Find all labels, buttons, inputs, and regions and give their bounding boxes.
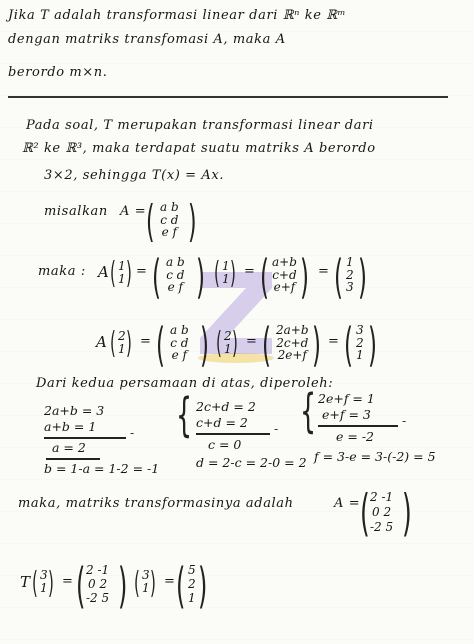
calc-vector-2 (142, 569, 150, 594)
paren-left: ( (110, 256, 116, 291)
equals-sign: = (140, 334, 152, 349)
matrix-row: e f (171, 348, 187, 362)
vector-entry: 1 (224, 341, 232, 356)
answer-entry: 2 (356, 335, 364, 350)
paren-right: ) (196, 250, 205, 304)
para-line-1: Pada soal, T merupakan transformasi linear dari (26, 118, 374, 133)
vector-entry: 1 (118, 271, 126, 286)
sys3-subtract-line (318, 425, 398, 427)
matrix-row: a b (170, 323, 189, 337)
sys1-subtract-line (44, 437, 126, 439)
matrix-row: 2 -1 (370, 490, 394, 504)
derived-heading: Dari kedua persamaan di atas, diperoleh: (36, 376, 334, 391)
matrix-row: 0 2 (372, 505, 392, 519)
sys2-result-c: c = 0 (208, 437, 242, 452)
eq2-matrix (170, 324, 189, 362)
equals-sign: = (164, 574, 176, 589)
vector-entry: 1 (222, 271, 230, 286)
answer-entry: 1 (346, 255, 354, 269)
eq1-answer (346, 256, 354, 294)
eq2-vector (118, 330, 126, 355)
para-line-2: ℝ² ke ℝ³, maka terdapat suatu matriks A berordo (22, 141, 376, 156)
eq2-A: A (96, 333, 108, 351)
eq1-A: A (98, 263, 110, 281)
vector-entry: 1 (222, 259, 230, 273)
sys2-result-d: d = 2-c = 2-0 = 2 (196, 455, 307, 470)
paren-right: ) (232, 326, 238, 361)
matrix-row: 2 -1 (86, 563, 110, 577)
answer-entry: 3 (356, 323, 364, 337)
final-matrix-A (370, 490, 393, 535)
paren-right: ) (118, 558, 128, 614)
paren-left: ( (76, 558, 86, 614)
matrix-row: e f (161, 225, 177, 239)
vector-entry: 1 (40, 580, 48, 595)
paren-right: ) (198, 558, 208, 614)
result-entry: e+f (273, 280, 296, 294)
vector-entry: 1 (118, 259, 126, 273)
result-entry: a+b (272, 255, 297, 269)
calc-T: T (20, 573, 31, 591)
para-line-3: 3×2, sehingga T(x) = Ax. (44, 168, 225, 183)
equals-sign: = (244, 264, 256, 279)
vector-entry: 2 (118, 329, 126, 343)
paren-left: ( (214, 256, 220, 291)
paren-left: ( (334, 250, 343, 304)
final-text: maka, matriks transformasinya adalah (18, 496, 294, 511)
maka-label: maka : (38, 264, 86, 279)
paren-left: ( (360, 484, 370, 542)
vector-entry: 1 (118, 341, 126, 356)
result-entry: c+d (272, 267, 297, 282)
section-divider (8, 96, 448, 98)
equals-sign: = (318, 264, 330, 279)
result-entry: 2c+d (276, 335, 309, 350)
answer-entry: 3 (346, 280, 354, 294)
paren-right: ) (188, 196, 197, 247)
paren-left: ( (216, 326, 222, 361)
paren-left: ( (146, 196, 155, 247)
sys2-eq2: c+d = 2 (196, 415, 248, 430)
matrix-row: a b (160, 200, 179, 214)
paren-right: ) (126, 256, 132, 291)
equals-sign: = (246, 334, 258, 349)
paren-left: ( (110, 326, 116, 361)
matrix-row: a b (166, 255, 185, 269)
sys1-eq1: 2a+b = 3 (44, 403, 105, 418)
paren-left: ( (344, 318, 353, 372)
eq1-vector-2 (222, 260, 230, 285)
sys2-minus: - (274, 421, 279, 436)
paren-left: ( (134, 566, 140, 601)
sys3-eq1: 2e+f = 1 (318, 391, 375, 406)
equals-sign: = (328, 334, 340, 349)
result-entry: 5 (188, 563, 196, 577)
paren-left: ( (176, 558, 186, 614)
equals-sign: = (136, 264, 148, 279)
paren-right: ) (48, 566, 54, 601)
sys1-double-line (46, 458, 100, 460)
matrix-row: -2 5 (370, 520, 394, 534)
sys1-eq2: a+b = 1 (44, 419, 97, 434)
matrix-row: c d (170, 335, 189, 350)
paren-right: ) (230, 256, 236, 291)
matrix-row: -2 5 (86, 591, 110, 605)
paren-left: ( (260, 250, 269, 304)
final-lhs: A = (334, 496, 361, 511)
sys3-result-e: e = -2 (336, 429, 374, 444)
vector-entry: 3 (142, 568, 150, 582)
sys3-minus: - (402, 413, 407, 428)
eq1-matrix (166, 256, 185, 294)
result-entry: 2a+b (276, 323, 309, 337)
sys1-result-a: a = 2 (52, 440, 86, 455)
eq2-vector-2 (224, 330, 232, 355)
matrix-row: c d (166, 267, 185, 282)
paren-left: ( (152, 250, 161, 304)
calc-result (188, 563, 196, 605)
paren-right: ) (200, 318, 209, 372)
paren-right: ) (126, 326, 132, 361)
misalkan-lhs: A = (120, 204, 147, 219)
paren-right: ) (300, 250, 309, 304)
eq2-answer (356, 324, 364, 362)
brace-left: { (300, 384, 317, 438)
sys1-minus: - (130, 425, 135, 440)
result-entry: 1 (188, 591, 196, 605)
calc-vector (40, 569, 48, 594)
calc-matrix (86, 563, 109, 605)
paren-right: ) (402, 484, 412, 542)
sys2-subtract-line (196, 433, 270, 435)
paren-left: ( (32, 566, 38, 601)
paren-right: ) (150, 566, 156, 601)
matrix-row: 0 2 (88, 577, 108, 591)
sys2-eq1: 2c+d = 2 (196, 399, 256, 414)
answer-entry: 1 (356, 348, 364, 362)
sys1-result-b: b = 1-a = 1-2 = -1 (44, 461, 160, 476)
paren-right: ) (368, 318, 377, 372)
intro-line-1: Jika T adalah transformasi linear dari ℝⁿ ke ℝᵐ (8, 8, 347, 23)
eq1-result (272, 256, 297, 294)
vector-entry: 1 (142, 580, 150, 595)
matrix-A-symbolic (160, 201, 179, 239)
eq1-vector (118, 260, 126, 285)
equals-sign: = (62, 574, 74, 589)
result-entry: 2 (188, 577, 196, 591)
brace-left: { (176, 388, 193, 442)
paren-left: ( (156, 318, 165, 372)
matrix-row: e f (167, 280, 183, 294)
intro-line-3: berordo m×n. (8, 65, 108, 80)
misalkan-label: misalkan (44, 204, 108, 219)
vector-entry: 2 (224, 329, 232, 343)
eq2-result (276, 324, 309, 362)
paren-right: ) (312, 318, 321, 372)
paren-right: ) (358, 250, 367, 304)
sys3-result-f: f = 3-e = 3-(-2) = 5 (314, 449, 436, 464)
intro-line-2: dengan matriks transfomasi A, maka A (8, 32, 286, 47)
sys3-eq2: e+f = 3 (322, 407, 371, 422)
matrix-row: c d (160, 212, 179, 227)
vector-entry: 3 (40, 568, 48, 582)
paren-left: ( (262, 318, 271, 372)
result-entry: 2e+f (277, 348, 307, 362)
answer-entry: 2 (346, 267, 354, 282)
